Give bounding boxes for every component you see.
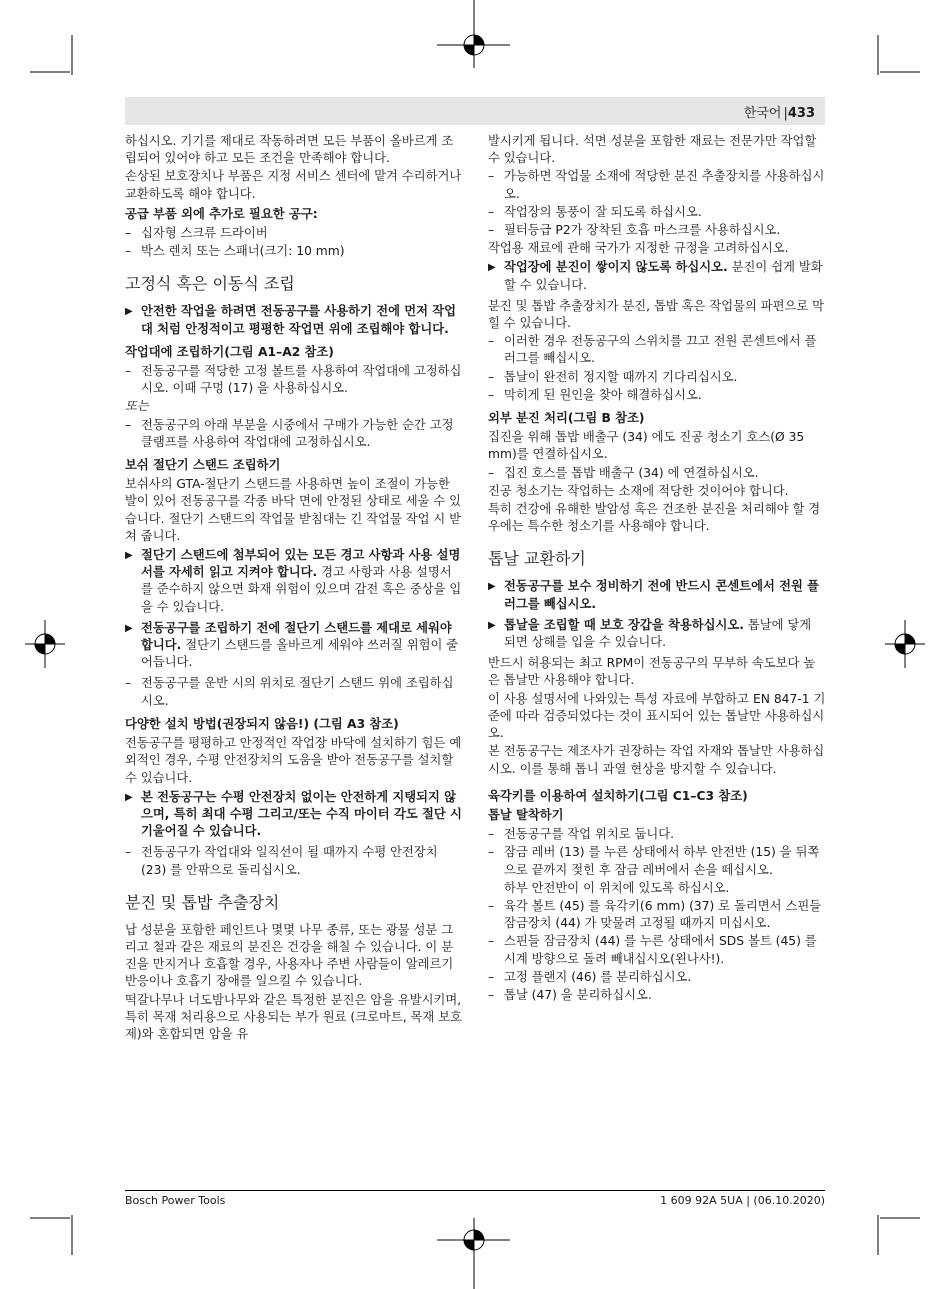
warning-text: 작업장에 분진이 쌓이지 않도록 하십시오. [504,260,728,275]
subheading: 육각키를 이용하여 설치하기(그림 C1–C3 참조) [488,788,748,803]
page-number: 433 [787,106,815,121]
list-item: – 박스 렌치 또는 스패너(크기: 10 mm) [125,243,463,260]
warning-item [125,303,463,337]
warning-rest: 경고 사항과 사용 설명서를 준수하지 않으면 화재 위험이 있으며 감전 혹은 중상을 입을 수 있습니다. [141,565,462,614]
subheading: 작업대에 조립하기(그림 A1–A2 참조) [125,344,334,359]
list-item: – 전동공구가 작업대와 일직선이 될 때까지 수평 안전장치 (23) 를 안팎으로 돌리십시오. [125,844,463,878]
right-column [488,133,826,1005]
list-item: – 전동공구를 운반 시의 위치로 절단기 스탠드 위에 조립하십시오. [125,675,463,709]
list-item: – 잠금 레버 (13) 를 누른 상태에서 하부 안전반 (15) 을 뒤쪽으로 끝까지 젖힌 후 잠금 레버에서 손을 떼십시오. [488,844,826,878]
warning-triangle-icon: ▶ [125,622,133,634]
warning-item [488,617,826,651]
list-item: – 톱날 (47) 을 분리하십시오. [488,987,826,1004]
paragraph: 집진을 위해 톱밥 배출구 (34) 에도 진공 청소기 호스(Ø 35 mm)를 연결하십시오. [488,430,805,462]
paragraph: 반드시 허용되는 최고 RPM이 전동공구의 무부하 속도보다 높은 톱날만 사용해야 합니다. [488,656,816,688]
list-item: – 이러한 경우 전동공구의 스위치를 끄고 전원 콘센트에서 플러그를 빼십시오. [488,333,826,367]
warning-item [125,547,463,616]
warning-triangle-icon: ▶ [125,550,133,562]
list-item: – 작업장의 통풍이 잘 되도록 하십시오. [488,204,826,221]
section-title: 분진 및 톱밥 추출장치 [125,892,280,912]
paragraph: 납 성분을 포함한 페인트나 몇몇 나무 종류, 또는 광물 성분 그리고 철과 같은 재료의 분진은 건강을 해칠 수 있습니다. 이 분진을 만지거나 호흡할 경우, 사용자나 주변 사람들이 알레르기 반응이나 호흡기 장애를 일으킬 수 있습니다. [125,922,454,989]
warning-text: 본 전동공구는 수평 안전장치 없이는 안전하게 지탱되지 않으며, 특히 최대 수평 그리고/또는 수직 마이터 각도 절단 시 기울어질 수 있습니다. [141,789,462,839]
list-item: – 전동공구를 작업 위치로 둡니다. [488,826,826,843]
warning-text: 전동공구를 보수 정비하기 전에 반드시 콘센트에서 전원 플러그를 빼십시오. [504,579,820,611]
page-header [125,97,825,125]
paragraph: 손상된 보호장치나 부품은 지정 서비스 센터에 맡겨 수리하거나 교환하도록 해야 합니다. [125,169,462,201]
section-title: 톱날 교환하기 [488,549,586,569]
header-language: 한국어 [743,106,782,121]
warning-item [488,259,826,293]
subheading: 보쉬 절단기 스탠드 조립하기 [125,458,281,473]
or-label: 또는 [125,399,149,414]
list-item: – 집진 호스를 톱밥 배출구 (34) 에 연결하십시오. [488,465,826,482]
footer-brand: Bosch Power Tools [125,1194,226,1207]
warning-text: 절단기 스탠드에 첨부되어 있는 모든 경고 사항과 사용 설명서를 자세히 읽고 지켜야 합니다. [141,548,461,580]
list-item: – 스핀들 잠금장치 (44) 를 누른 상태에서 SDS 볼트 (45) 를 시계 방향으로 돌려 빼내십시오(왼나사!). [488,933,826,967]
warning-rest: 톱날에 닿게 되면 상해를 입을 수 있습니다. [504,617,812,650]
list-item: – 톱날이 완전히 정지할 때까지 기다리십시오. [488,369,826,386]
list-item: – 가능하면 작업물 소재에 적당한 분진 추출장치를 사용하십시오. [488,168,826,202]
list-item: – 전동공구의 아래 부분을 시중에서 구매가 가능한 순간 고정 클램프를 사용하여 작업대에 고정하십시오. [125,417,463,451]
list-item: – 막히게 된 원인을 찾아 해결하십시오. [488,387,826,404]
warning-rest: 절단기 스탠드를 올바르게 세워야 쓰러질 위험이 줄어듭니다. [141,638,459,670]
paragraph: 떡갈나무나 너도밤나무와 같은 특정한 분진은 암을 유발시키며, 특히 목재 처리용으로 사용되는 부가 원료 (크로마트, 목재 보호제)와 혼합되면 암을 유 [125,992,462,1041]
paragraph: 이 사용 설명서에 나와있는 특성 자료에 부합하고 EN 847-1 기준에 따라 검증되었다는 것이 표시되어 있는 톱날만 사용하십시오. [488,691,826,741]
left-column [125,133,463,1044]
footer-doc-ref: 1 609 92A 5UA | (06.10.2020) [660,1194,825,1207]
warning-text: 안전한 작업을 하려면 전동공구를 사용하기 전에 먼저 작업대 처럼 안정적이고 평평한 작업면 위에 조립해야 합니다. [141,304,457,336]
page-footer [125,1190,825,1207]
list-item: – 고정 플랜지 (46) 를 분리하십시오. [488,969,826,986]
warning-text: 톱날을 조립할 때 보호 장갑을 착용하십시오. [504,617,744,632]
warning-triangle-icon: ▶ [125,306,133,318]
list-item: – 전동공구를 적당한 고정 볼트를 사용하여 작업대에 고정하십시오. 이때 구멍 (17) 을 사용하십시오. [125,363,463,397]
list-item: – 십자형 스크류 드라이버 [125,225,463,242]
section-title: 고정식 혹은 이동식 조립 [125,274,295,294]
warning-item [125,789,463,841]
paragraph: 특히 건강에 유해한 발암성 혹은 건조한 분진을 처리해야 할 경우에는 특수한 청소기를 사용해야 합니다. [488,502,821,534]
warning-item [125,620,463,672]
header-separator: | [783,106,788,121]
subheading: 외부 분진 처리(그림 B 참조) [488,411,645,426]
warning-item [488,578,826,612]
warning-rest: 분진이 쉽게 발화할 수 있습니다. [504,260,823,292]
warning-triangle-icon: ▶ [488,262,496,274]
warning-triangle-icon: ▶ [488,619,496,631]
list-item: – 육각 볼트 (45) 를 육각키(6 mm) (37) 로 돌리면서 스핀들 잠금장치 (44) 가 맞물려 고정될 때까지 미십시오. [488,898,826,932]
paragraph: 본 전동공구는 제조사가 권장하는 작업 자재와 톱날만 사용하십시오. 이를 통해 톱니 과열 현상을 방지할 수 있습니다. [488,744,825,776]
warning-triangle-icon: ▶ [488,581,496,593]
paragraph: 분진 및 톱밥 추출장치가 분진, 톱밥 혹은 작업물의 파편으로 막힐 수 있습니다. [488,298,825,331]
warning-text: 전동공구를 조립하기 전에 절단기 스탠드를 제대로 세워야 합니다. [141,620,452,653]
warning-triangle-icon: ▶ [125,791,133,803]
paragraph: 전동공구를 평평하고 안정적인 작업장 바닥에 설치하기 힘든 예외적인 경우, 수평 안전장치의 도움을 받아 전동공구를 설치할 수 있습니다. [125,736,462,785]
header-text [744,102,815,121]
tools-heading: 공급 부품 외에 추가로 필요한 공구: [125,206,318,221]
paragraph: 보쉬사의 GTA-절단기 스탠드를 사용하면 높이 조절이 가능한 발이 있어 전동공구를 각종 바닥 면에 안정된 상태로 세울 수 있습니다. 절단기 스탠드의 작업물 받침대는 긴 작업물 작업 시 받쳐 줍니다. [125,477,462,543]
subheading: 톱날 탈착하기 [488,807,564,822]
subheading: 다양한 설치 방법(권장되지 않음!) (그림 A3 참조) [125,716,399,731]
paragraph: 작업용 재료에 관해 국가가 지정한 규정을 고려하십시오. [488,241,789,256]
list-item-continuation: 하부 안전반이 이 위치에 있도록 하십시오. [504,880,730,895]
paragraph: 발시키게 됩니다. 석면 성분을 포함한 재료는 전문가만 작업할 수 있습니다. [488,134,817,166]
paragraph: 하십시오. 기기를 제대로 작동하려면 모든 부품이 올바르게 조립되어 있어야 하고 모든 조건을 만족해야 합니다. [125,134,454,166]
list-item: – 필터등급 P2가 장착된 호흡 마스크를 사용하십시오. [488,222,826,239]
paragraph: 진공 청소기는 작업하는 소재에 적당한 것이어야 합니다. [488,483,789,498]
